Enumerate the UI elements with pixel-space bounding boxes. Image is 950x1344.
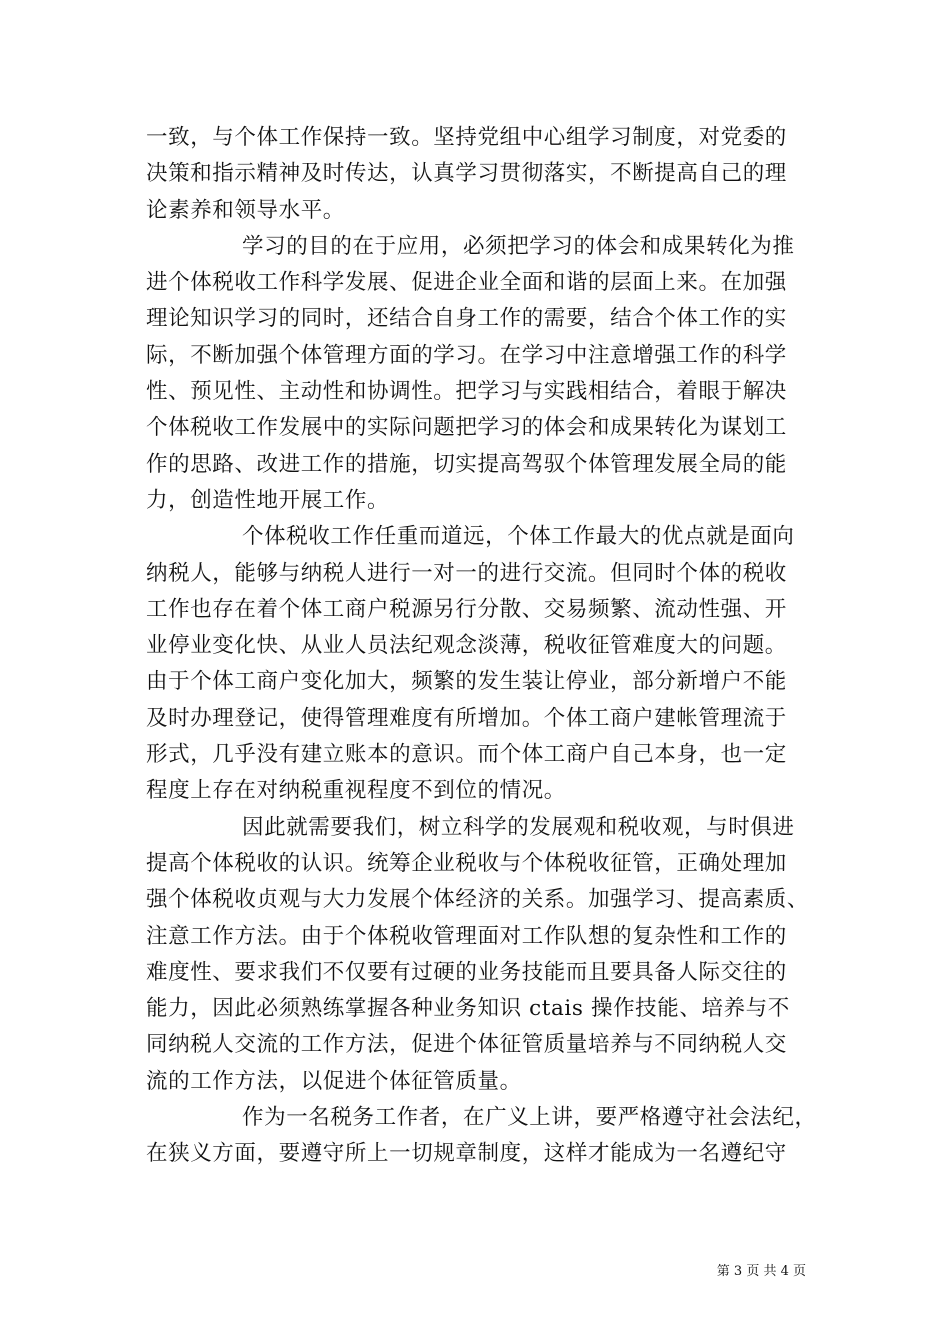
text-line: 强个体税收贞观与大力发展个体经济的关系。加强学习、提高素质、 [146,887,810,913]
text-line: 工作也存在着个体工商户税源另行分散、交易频繁、流动性强、开 [146,596,787,622]
text-line: 流的工作方法，以促进个体征管质量。 [146,1068,522,1094]
text-line: 性、预见性、主动性和协调性。把学习与实践相结合，着眼于解决 [146,379,787,405]
text-line: 际，不断加强个体管理方面的学习。在学习中注意增强工作的科学 [146,342,787,368]
text-line: 作的思路、改进工作的措施，切实提高驾驭个体管理发展全局的能 [146,451,787,477]
text-line: 难度性、要求我们不仅要有过硬的业务技能而且要具备人际交往的 [146,959,787,985]
paragraph-first-line: 个体税收工作任重而道远，个体工作最大的优点就是面向 [242,524,795,550]
text-line: 一致，与个体工作保持一致。坚持党组中心组学习制度，对党委的 [146,125,787,150]
paragraph-first-line: 学习的目的在于应用，必须把学习的体会和成果转化为推 [242,233,795,259]
text-line: 程度上存在对纳税重视程度不到位的情况。 [146,778,566,804]
paragraph-first-line: 因此就需要我们，树立科学的发展观和税收观，与时俱进 [242,814,795,840]
text-line: 在狭义方面，要遵守所上一切规章制度，这样才能成为一名遵纪守 [146,1141,787,1167]
text-line: 同纳税人交流的工作方法，促进个体征管质量培养与不同纳税人交 [146,1032,787,1058]
text-line: 注意工作方法。由于个体税收管理面对工作队想的复杂性和工作的 [146,923,787,949]
page-number: 第 3 页 共 4 页 [716,1264,806,1279]
paragraph-first-line: 作为一名税务工作者，在广义上讲，要严格遵守社会法纪， [242,1105,817,1131]
text-line: 力，创造性地开展工作。 [146,487,390,513]
text-line: 决策和指示精神及时传达，认真学习贯彻落实，不断提高自己的理 [146,161,787,187]
text-line: 业停业变化快、从业人员法纪观念淡薄，税收征管难度大的问题。 [146,633,787,659]
text-line: 提高个体税收的认识。统筹企业税收与个体税收征管，正确处理加 [146,850,787,876]
text-line: 及时办理登记，使得管理难度有所增加。个体工商户建帐管理流于 [146,705,787,731]
body-text [146,120,817,1173]
text-line: 由于个体工商户变化加大，频繁的发生装让停业，部分新增户不能 [146,669,787,695]
text-line: 纳税人，能够与纳税人进行一对一的进行交流。但同时个体的税收 [146,560,787,586]
text-line: 论素养和领导水平。 [146,197,345,223]
text-line: 能力，因此必须熟练掌握各种业务知识 ctais 操作技能、培养与不 [146,996,790,1022]
text-line: 形式，几乎没有建立账本的意识。而个体工商户自己本身，也一定 [146,742,787,768]
text-line: 个体税收工作发展中的实际问题把学习的体会和成果转化为谋划工 [146,415,787,441]
text-line: 理论知识学习的同时，还结合自身工作的需要，结合个体工作的实 [146,306,787,332]
text-line: 进个体税收工作科学发展、促进企业全面和谐的层面上来。在加强 [146,270,787,296]
